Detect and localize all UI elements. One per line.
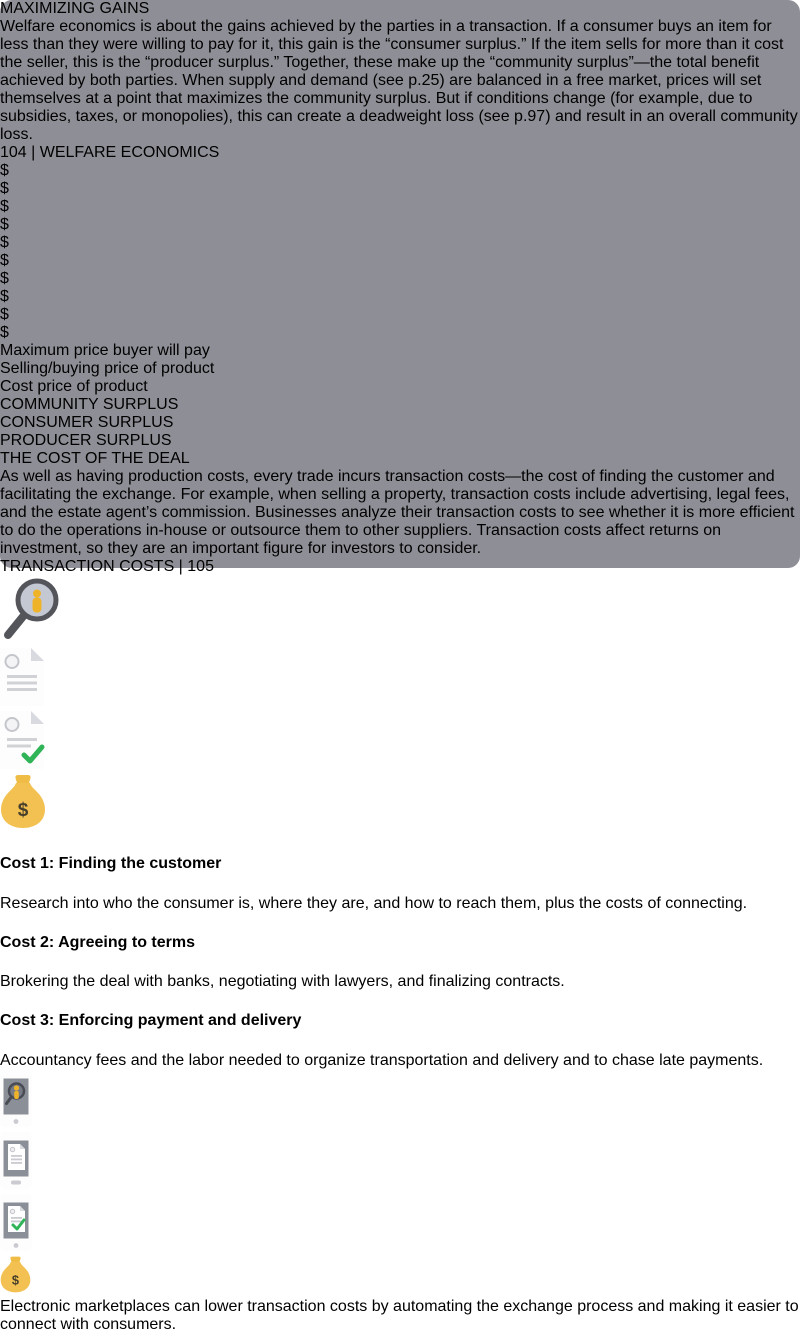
left-page: [0, 0, 400, 556]
right-page-title: THE COST OF THE DEAL: [0, 450, 190, 467]
right-page-footer: TRANSACTION COSTS | 105: [0, 558, 214, 575]
dollar-symbol: $: [0, 306, 9, 323]
cost-1-title: Cost 1: Finding the customer: [0, 855, 222, 873]
dollar-symbol: $: [0, 162, 9, 179]
dollar-symbol: $: [0, 216, 9, 233]
cost-2-title: Cost 2: Agreeing to terms: [0, 933, 195, 951]
smartphone-document-icon: [0, 1132, 32, 1189]
annotation-line: Cost price: [0, 378, 73, 395]
cost-3-title: Cost 3: Enforcing payment and delivery: [0, 1012, 302, 1030]
dollar-symbol: $: [0, 252, 9, 269]
dollar-symbol: $: [0, 180, 9, 197]
annotation-line: Maximum price: [0, 342, 109, 359]
cost-3-column: [0, 1012, 800, 1069]
right-page-body: As well as having production costs, every trade incurs transaction costs—the cost of finding the customer and facilitating the exchange. For example, when selling a property, transaction costs include advertising, legal fees, and the estate agent’s commission. Businesses analyze their transaction costs to see whether it is more efficient to do the operations in-house or outsource them to other suppliers. Transaction costs affect returns on investment, so they are an important figure for investors to consider.: [0, 468, 795, 557]
document-check-icon: [0, 711, 44, 769]
producer-surplus-label: PRODUCER SURPLUS: [0, 432, 172, 449]
cost-3-body: Accountancy fees and the labor needed to organize transportation and delivery and to chase late payments.: [0, 1051, 764, 1069]
left-page-title: MAXIMIZING GAINS: [0, 0, 150, 17]
money-bag-small-icon: [0, 1256, 31, 1293]
annotation-line: buyer will pay: [112, 342, 210, 359]
bag-dollar-symbol: $: [11, 1271, 20, 1287]
magnifying-glass-person-icon: [0, 576, 62, 643]
dollar-symbol: $: [0, 270, 9, 287]
document-icon: [0, 648, 44, 706]
community-surplus-label: COMMUNITY SURPLUS: [0, 396, 179, 413]
marketplace-caption: Electronic marketplaces can lower transaction costs by automating the exchange process and making it easier to connect with consumers.: [0, 1297, 799, 1333]
dollar-symbol: $: [0, 234, 9, 251]
annotation-line: Selling/buying: [0, 360, 100, 377]
left-page-body: Welfare economics is about the gains achieved by the parties in a transaction. If a consumer buys an item for less than they were willing to pay for it, this gain is the “consumer surplus.” If the item sells for more than it cost the seller, this is the “producer surplus.” Together, these make up the “community surplus”—the total benefit achieved by both parties. When supply and demand (see p.25) are balanced in a free market, prices will set themselves at a point that maximizes the community surplus. But if conditions change (for example, due to subsidies, taxes, or monopolies), this can create a deadweight loss (see p.97) and result in an overall community loss.: [0, 18, 798, 143]
left-page-footer: 104 | WELFARE ECONOMICS: [0, 144, 220, 161]
dollar-symbol: $: [0, 324, 9, 341]
cost-1-column: [0, 855, 800, 912]
dollar-symbol: $: [0, 288, 9, 305]
annotation-line: of product: [76, 378, 148, 395]
bag-dollar-symbol: $: [17, 800, 29, 821]
money-bag-icon: [0, 774, 46, 829]
cost-2-column: [0, 934, 800, 991]
cost-1-body: Research into who the consumer is, where they are, and how to reach them, plus the costs of connecting.: [0, 894, 748, 912]
smartphone-search-icon: [0, 1070, 32, 1127]
annotation-line: price of product: [104, 360, 215, 377]
cost-2-body: Brokering the deal with banks, negotiating with lawyers, and finalizing contracts.: [0, 973, 565, 991]
dollar-symbol: $: [0, 198, 9, 215]
smartphone-check-icon: [0, 1194, 32, 1251]
consumer-surplus-label: CONSUMER SURPLUS: [0, 414, 174, 431]
